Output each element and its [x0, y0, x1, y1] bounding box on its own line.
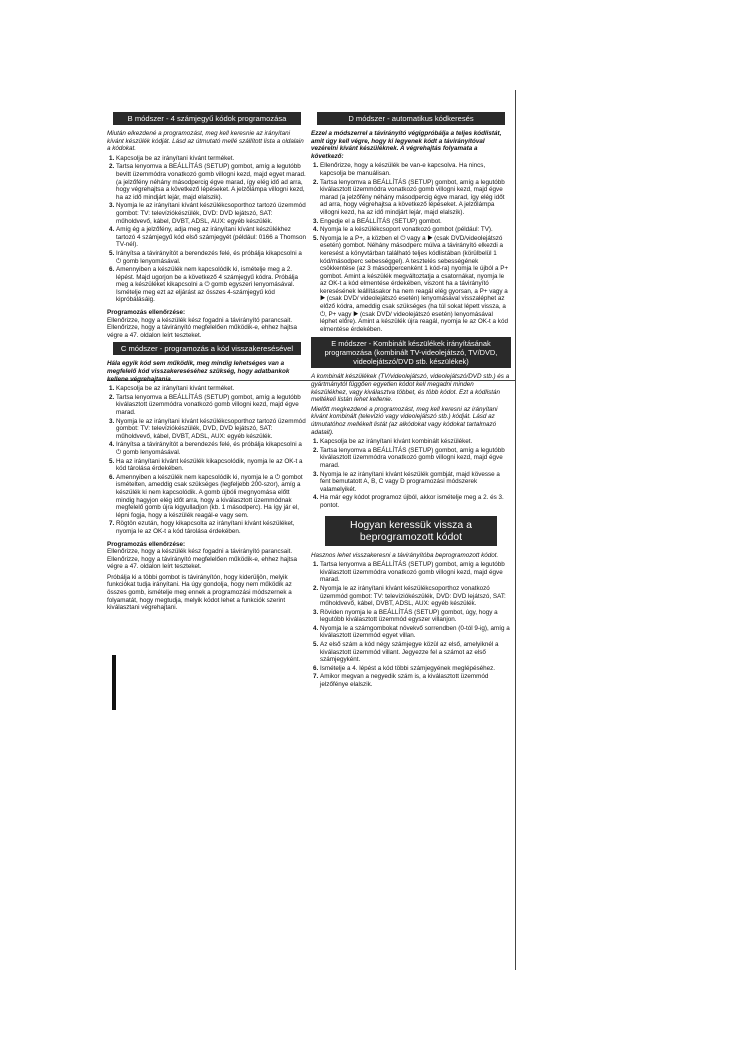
step: 5. Nyomja le a P+, a közben el ⏻ vagy a ▶ (csak DVD/videolejátszó esetén) gombot. Néhány másodperc múlva a távirányító elkezdi a keresést a könyvtárban található teljes kódlistában (körülbelül 1 kód/másodperc sebességgel). A tesztelés sebességének csökkentése (az 3 másodpercenként 1 kód-ra) nyomja le újból a P+ gombot. Amint a készülék megváltoztatja a csatornákat, nyomja le az OK-t a kód elmentése érdekében, viszont ha a távirányító keresésének leállításakor ha nem reagál elég gyorsan, a P+ vagy a ▶ (csak DVD/ videolejátszó esetén) lenyomásával visszaléphet az előző kódra, ameddig csak szükséges (ha túl sokat lépett vissza, a ⏻, P+ vagy ▶ (csak DVD/ videolejátszó esetén) lenyomásával léphet előre). Amint a készülék újra reagál, nyomja le az OK-t a kód elmentése érdekében. [320, 235, 511, 334]
method-d-steps [311, 162, 511, 333]
method-b-check-text: Ellenőrizze, hogy a készülék kész fogadni a távirányító parancsait. Ellenőrizze, hogy a távirányító megfelelően működik-e, ehhez hajtsa végre a 47. oldalon leírt teszteket. [107, 316, 298, 339]
step: 3. Nyomja le az irányítani kívánt készülék gombját, majd kövesse a fent bemutatott A, B, C vagy D programozási módszerek valamelyikét. [320, 471, 511, 494]
column-divider-vertical [515, 90, 516, 970]
step: 1. Ellenőrizze, hogy a készülék be van-e kapcsolva. Ha nincs, kapcsolja be manuálisan. [320, 162, 511, 177]
step: 5. Irányítsa a távirányítót a berendezés felé, és próbálja kikapcsolni a ⏻ gomb lenyomásával. [116, 250, 307, 265]
step: 2. Tartsa lenyomva a BEÁLLÍTÁS (SETUP) gombot, amíg a legutóbb kiválasztott üzemmódra vonatkozó gomb villogni kezd, majd égve marad. [116, 394, 307, 417]
step: 2. Tartsa lenyomva a BEÁLLÍTÁS (SETUP) gombot, amíg a legutóbb kiválasztott üzemmódra vonatkozó gomb villogni kezd, majd égve marad. [320, 447, 511, 470]
step: 4. Nyomja le a számgombokat növekvő sorrendben (0-tól 9-ig), amíg a kiválasztott üzemmód egyet villan. [320, 625, 511, 640]
method-b-steps [107, 155, 307, 304]
step: 4. Ha már egy kódot programoz újból, akkor ismételje meg a 2. és 3. pontot. [320, 494, 511, 509]
step: 7. Amikor megvan a negyedik szám is, a kiválasztott üzemmód jelzőfénye elalszik. [320, 673, 511, 688]
method-b-heading: B módszer - 4 számjegyű kódok programozása [113, 112, 301, 125]
step: 5. Ha az irányítani kívánt készülék kikapcsolódik, nyomja le az OK-t a kód tárolása érdekében. [116, 458, 307, 473]
find-code-steps [311, 561, 511, 689]
method-c-check-title: Programozás ellenőrzése: [107, 540, 186, 548]
margin-mark [112, 655, 116, 710]
step: 3. Röviden nyomja le a BEÁLLÍTÁS (SETUP) gombot, úgy, hogy a legutóbb kiválasztott üzemmód egyszer villanjon. [320, 609, 511, 624]
step: 3. Nyomja le az irányítani kívánt készülékcsoporthoz tartozó üzemmód gombot: TV: televíziókészülék, DVD: DVD lejátszó, SAT: műholdvevő, kábel, DVBT, ADSL, AUX: egyéb készülék. [116, 202, 307, 225]
method-c-steps [107, 385, 307, 535]
step: 2. Tartsa lenyomva a BEÁLLÍTÁS (SETUP) gombot, amíg a legutóbb kiválasztott üzemmódra vonatkozó gomb villogni kezd, majd égve marad (a jelzőfény néhány másodpercig égve marad, így elég időt ad arra, hogy végrehajtsa a következő lépéseket. A jelzőlámpa villogni kezd, ha az idő mindjárt lejár, majd elalszik). [320, 179, 511, 217]
step: 5. Az első szám a kód négy számjegye közül az első, amelyiknél a kiválasztott üzemmód villant. Jegyezze fel a számot az első számjegyként. [320, 641, 511, 664]
step: 4. Amíg ég a jelzőfény, adja meg az irányítani kívánt készülékhez tartozó 4 számjegyű kód első számjegyét (például: 0166 a Thomson TV-nél). [116, 226, 307, 249]
step: 6. Ismételje a 4. lépést a kód többi számjegyének meglépéséhez. [320, 665, 511, 673]
step: 3. Nyomja le az irányítani kívánt készülékcsoporthoz tartozó üzemmód gombot: TV: televíziókészülék, DVD, DVD lejátszó, SAT: műholdvevő, kábel, DVBT, ADSL, AUX: egyéb készülék. [116, 418, 307, 441]
method-b-intro: Miután elkezdené a programozást, meg kell keresnie az irányítani kívánt készülék kódját. Lásd az útmutató mellé szállított lista a oldalain a kódokat. [107, 130, 304, 153]
step: 2. Nyomja le az irányítani kívánt készülékcsoporthoz vonatkozó üzemmód gombot: TV: televíziókészülék, DVD: DVD lejátszó, SAT: műholdvevő, kábel, DVBT, ADSL, AUX: egyéb készülék. [320, 585, 511, 608]
method-e-intro: A kombinált készülékek (TV/videolejátszó, videolejátszó/DVD stb.) és a gyártmánytól függően egyetlen kódot kell megadni minden készülékhez, vagy kiválasztva többet, és több kódot. Ezt a kódlistán meltékeli listán lehet kellenie. [311, 373, 510, 404]
method-d-intro: Ezzel a módszerrel a távirányító végigpróbálja a teljes kódlistát, amit úgy kell végre, hogy ki legyenek kódt a távirányítóval vezérelni kívánt készüléknek. A végrehajtás folyamata a következő: [311, 130, 502, 160]
step: 2. Tartsa lenyomva a BEÁLLÍTÁS (SETUP) gombot, amíg a legutóbb bevitt üzemmódra vonatkozó gomb villogni kezd, majd egyet marad. (a jelzőfény néhány másodpercig égve marad, így elég idő ad arra, hogy végrehajtsa a következő lépéseket. A jelzőlámpa villogni kezd, ha az idő mindjárt lejár, majd elalszik). [116, 163, 307, 201]
method-e-intro-2: Mielőtt megkezdené a programozást, meg kell keresni az irányítani kívánt kombinált (televízió vagy videolejátszó stb.) kódját. Lásd az útmutatóhoz mellékelt listát (az alkódokat vagy kódokat tartalmazó adatait). [311, 405, 498, 436]
find-code-intro: Hasznos lehet visszakeresni a távirányítóba beprogramozott kódot. [311, 551, 499, 559]
step: 6. Amennyiben a készülék nem kapcsolódik ki, ismételje meg a 2. lépést. Majd ugorjon be a következő 4 számjegyű kódra. Próbálja meg a készüléket kikapcsolni a ⏻ gomb egyszeri lenyomásával. Ismételje meg ezt az eljárást az összes 4-számjegyű kód kipróbálásáig. [116, 266, 307, 304]
step: 7. Rögtön ezután, hogy kikapcsolta az irányítani kívánt készüléket, nyomja le az OK-t a kód tárolása érdekében. [116, 520, 307, 535]
method-c-tail: Próbálja ki a többi gombot is távirányítón, hogy kiderüljön, melyik funkciókat tudja irányítani. Ha úgy gondolja, hogy nem működik az összes gomb, ismételje meg ennek a programozási módszernek a folyamatát, hogy megtudja, melyik kódot lehet a funkciók szerint kiválasztani végrehajtani. [107, 573, 292, 612]
left-column [107, 110, 307, 615]
find-code-heading: Hogyan keressük vissza a beprogramozott kódot [325, 516, 497, 546]
step: 4. Nyomja le a készülékcsoport vonatkozó gombot (például: TV). [320, 226, 511, 234]
step: 3. Engedje el a BEÁLLÍTÁS (SETUP) gombot. [320, 218, 511, 226]
method-b-check-title: Programozás ellenőrzése: [107, 309, 186, 317]
method-c-check-text: Ellenőrizze, hogy a készülék kész fogadni a távirányító parancsait. Ellenőrizze, hogy a távirányító megfelelően működik-e, ehhez hajtsa végre a 47. oldalon leírt teszteket. [107, 548, 298, 571]
method-e-steps [311, 438, 511, 509]
right-column [311, 110, 511, 690]
step: 1. Kapcsolja be az irányítani kívánt terméket. [116, 155, 307, 163]
step: 1. Kapcsolja be az irányítani kívánt terméket. [116, 385, 307, 393]
step: 1. Tartsa lenyomva a BEÁLLÍTÁS (SETUP) gombot, amíg a legutóbb kiválasztott üzemmódra vonatkozó gomb villogni kezd, majd égve marad. [320, 561, 511, 584]
method-e-heading: E módszer - Kombinált készülékek irányításának programozása (kombinált TV-videolejátszó, TV/DVD, videolejátszó/DVD stb. készülékek) [311, 337, 511, 368]
step: 6. Amennyiben a készülék nem kapcsolódik ki, nyomja le a ⏻ gombot ismételten, ameddig csak szükséges (legfeljebb 200-szor), amíg a készülék ki nem kapcsolódik. A gomb újbóli megnyomása előtt mindig hagyjon elég időt arra, hogy a kiválasztott üzemmódnak megfelelő gomb újra kigyulladjon (kb. 1 másodperc). Ha így jár el, lépni fogja, hogy a készülék reagál-e vagy sem. [116, 474, 307, 520]
step: 1. Kapcsolja be az irányítani kívánt kombinált készüléket. [320, 438, 511, 446]
step: 4. Irányítsa a távirányítót a berendezés felé, és próbálja kikapcsolni a ⏻ gomb lenyomásával. [116, 441, 307, 456]
method-c-heading: C módszer - programozás a kód visszakeresésével [113, 342, 301, 355]
method-d-heading: D módszer - automatikus kódkeresés [317, 112, 505, 125]
method-c-intro: Hála egyik kód sem működik, meg mindig lehetséges van a megfelelő kód visszakereséséhez szükség, hogy adatbankok kellene végrehajtania. [107, 360, 290, 383]
